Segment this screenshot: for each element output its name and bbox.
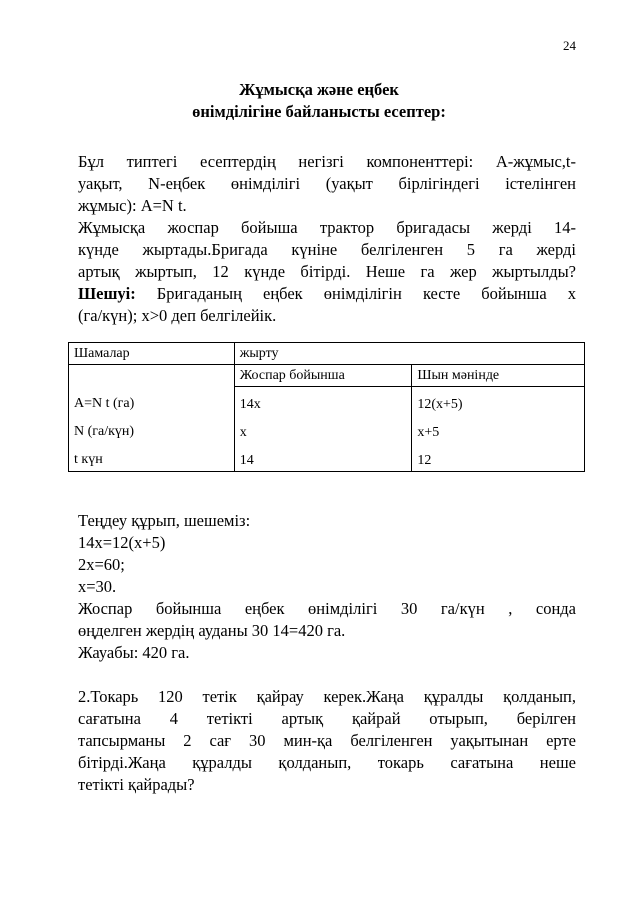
problem-1-line-3: артық жыртып, 12 күнде бітірді. Неше га жер жыртылды? <box>78 262 576 281</box>
title-line-1: Жұмысқа және еңбек <box>239 80 399 99</box>
solution-paragraph <box>78 510 576 664</box>
problem-2-line-1: 2.Токарь 120 тетік қайрау керек.Жаңа құралды қолданып, <box>78 687 576 706</box>
solution-line-1: Теңдеу құрып, шешеміз: <box>78 511 251 530</box>
table-cell: 12 <box>417 453 432 468</box>
table-cell: A=N t (га) <box>74 396 135 411</box>
problem-1-line-2: күнде жыртады.Бригада күніне белгіленген 5 га жерді <box>78 240 576 259</box>
solution-line-2: 14x=12(x+5) <box>78 533 166 552</box>
table-cell: x <box>239 425 247 440</box>
problem-2-paragraph <box>78 686 576 796</box>
problem-1-line-4 <box>78 283 576 305</box>
table-plan-column <box>234 365 412 472</box>
solution-line-6: өңделген жердің ауданы 30 14=420 га. <box>78 621 346 640</box>
problem-1-line-5: (га/күн); x>0 деп белгілейік. <box>78 306 277 325</box>
intro-paragraph <box>78 151 576 217</box>
table-label-column <box>69 365 235 472</box>
table-cell: t күн <box>74 452 103 467</box>
header-plowing: жырту <box>234 343 584 365</box>
intro-line-3: жұмыс): А=N t. <box>78 196 187 215</box>
subheader-actual: Шын мәнінде <box>412 365 584 387</box>
table-actual-column <box>412 365 585 472</box>
problem-2-line-4: бітірді.Жаңа құралды қолданып, токарь сағатына неше <box>78 753 576 772</box>
solution-label: Шешуі: <box>78 284 136 303</box>
problem-2-line-2: сағатына 4 тетікті артық қайрай отырып, берілген <box>78 709 576 728</box>
header-quantities: Шамалар <box>69 343 235 365</box>
solution-line-3: 2x=60; <box>78 555 125 574</box>
plan-values <box>235 387 412 471</box>
page-title <box>0 79 638 123</box>
answer-line: Жауабы: 420 га. <box>78 643 190 662</box>
table-header-row <box>69 343 585 365</box>
actual-values <box>412 387 584 471</box>
table-cell: 12(x+5) <box>417 397 463 412</box>
table-cell: x+5 <box>417 425 440 440</box>
problem-2-line-3: тапсырманы 2 сағ 30 мин-қа белгіленген уақытынан ерте <box>78 731 576 750</box>
table-body-row <box>69 365 585 472</box>
intro-line-2: уақыт, N-еңбек өнімділігі (уақыт бірлігіндегі істелінген <box>78 174 576 193</box>
problem-1-line-4-text: Бригаданың еңбек өнімділігін кесте бойынша x <box>135 284 576 303</box>
quantities-table <box>68 342 585 472</box>
problem-2-line-5: тетікті қайрады? <box>78 775 195 794</box>
subheader-plan: Жоспар бойынша <box>235 365 412 387</box>
solution-line-5: Жоспар бойынша еңбек өнімділігі 30 га/күн , сонда <box>78 599 576 618</box>
table-cell: 14 <box>239 453 254 468</box>
page-number: 24 <box>563 38 576 53</box>
intro-line-1: Бұл типтегі есептердің негізгі компоненттері: А-жұмыс,t- <box>78 152 576 171</box>
problem-1-line-1: Жұмысқа жоспар бойыша трактор бригадасы жерді 14- <box>78 218 576 237</box>
title-line-2: өнімділігіне байланысты есептер: <box>192 102 446 121</box>
problem-1-paragraph <box>78 217 576 327</box>
table-cell: N (га/күн) <box>74 424 135 439</box>
solution-line-4: x=30. <box>78 577 117 596</box>
table-cell: 14x <box>239 397 261 412</box>
